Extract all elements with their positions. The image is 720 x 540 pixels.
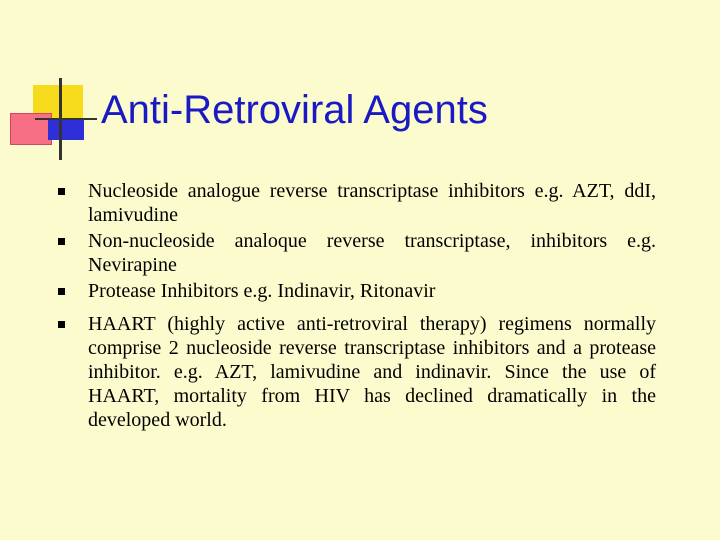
bullet-item [56, 279, 656, 303]
square-bullet-icon [58, 288, 65, 295]
bullet-item [56, 312, 656, 432]
logo-horizontal-line [35, 118, 97, 120]
bullet-item [56, 179, 656, 227]
bullet-list [56, 179, 656, 434]
square-bullet-icon [58, 321, 65, 328]
logo-blue-square [48, 118, 84, 140]
square-bullet-icon [58, 238, 65, 245]
slide-title: Anti-Retroviral Agents [101, 88, 488, 132]
bullet-text: Nucleoside analogue reverse transcriptase inhibitors e.g. AZT, ddI, lamivudine [88, 180, 656, 226]
square-bullet-icon [58, 188, 65, 195]
bullet-text: Protease Inhibitors e.g. Indinavir, Ritonavir [88, 280, 436, 302]
bullet-text: HAART (highly active anti-retroviral therapy) regimens normally comprise 2 nucleoside reverse transcriptase inhibitors and a protease inhibitor. e.g. AZT, lamivudine and indinavir. Since the use of HAART, mortality from HIV has declined dramatically in the developed world. [88, 313, 656, 431]
bullet-text: Non-nucleoside analoque reverse transcriptase, inhibitors e.g. Nevirapine [88, 230, 656, 276]
bullet-item [56, 229, 656, 277]
